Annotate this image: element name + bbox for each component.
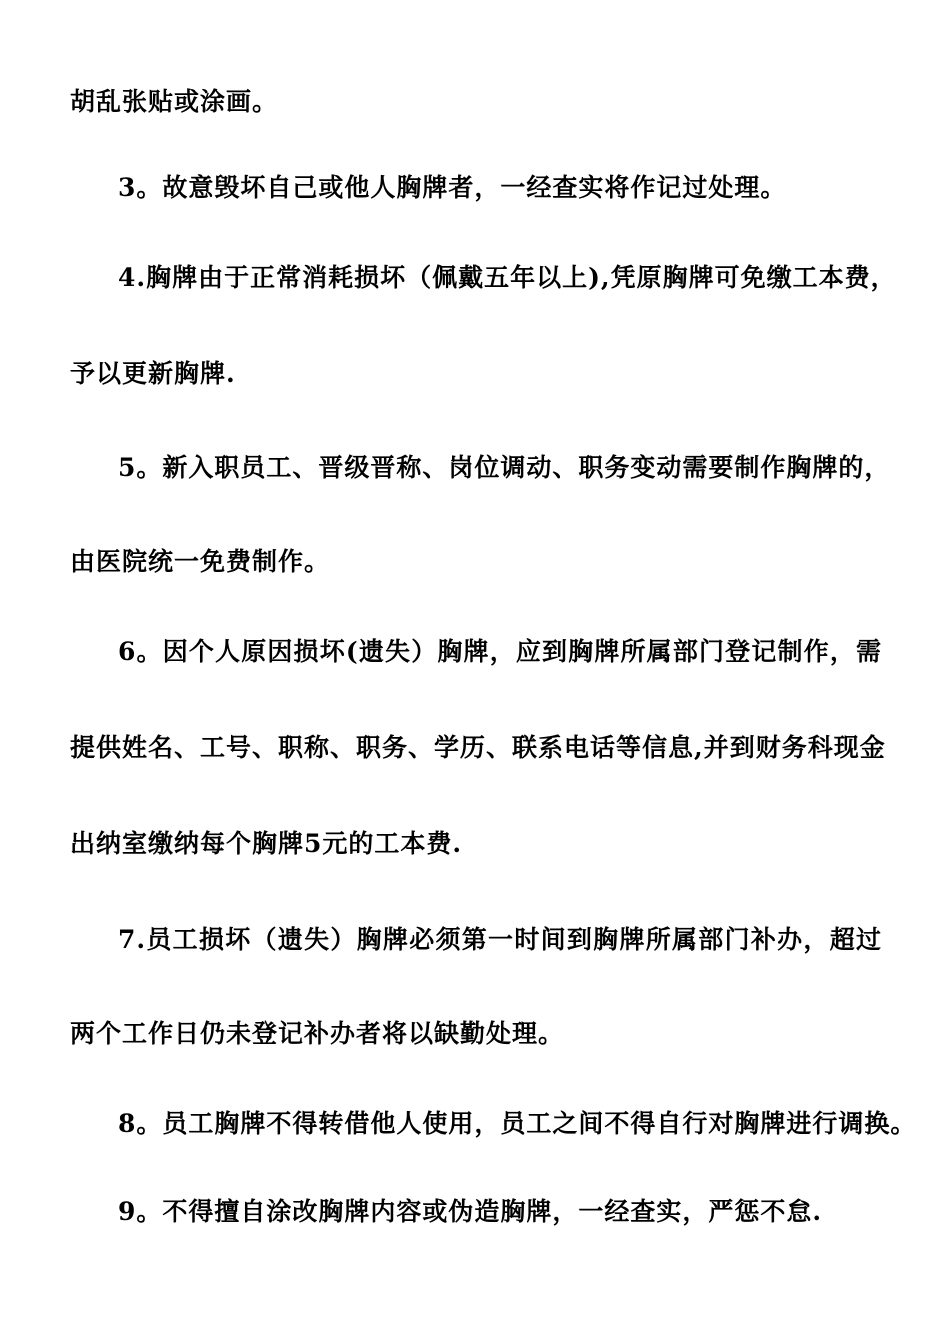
rule-7-line-2: 两个工作日仍未登记补办者将以缺勤处理。 [70,1019,565,1048]
rule-6-line-2: 提供姓名、工号、职称、职务、学历、联系电话等信息,并到财务科现金 [70,733,886,762]
rule-5-line-1: 5。新入职员工、晋级晋称、岗位调动、职务变动需要制作胸牌的， [118,453,891,482]
rule-3-line: 3。故意毁坏自己或他人胸牌者，一经查实将作记过处理。 [118,173,787,202]
rule-6-line-3: 出纳室缴纳每个胸牌5元的工本费. [70,829,463,858]
rule-6-line-1: 6。因个人原因损坏(遗失）胸牌，应到胸牌所属部门登记制作，需 [118,637,882,666]
paragraph-continuation-line: 胡乱张贴或涂画。 [70,87,279,116]
rule-9-line: 9。不得擅自涂改胸牌内容或伪造胸牌，一经查实，严惩不怠. [118,1197,823,1226]
rule-8-line: 8。员工胸牌不得转借他人使用，员工之间不得自行对胸牌进行调换。 [118,1109,917,1138]
rule-5-line-2: 由医院统一免费制作。 [70,547,331,576]
rule-7-line-1: 7.员工损坏（遗失）胸牌必须第一时间到胸牌所属部门补办，超过 [118,925,882,954]
rule-4-line-2: 予以更新胸牌. [70,359,236,388]
rule-4-line-1: 4.胸牌由于正常消耗损坏（佩戴五年以上),凭原胸牌可免缴工本费， [118,263,897,292]
